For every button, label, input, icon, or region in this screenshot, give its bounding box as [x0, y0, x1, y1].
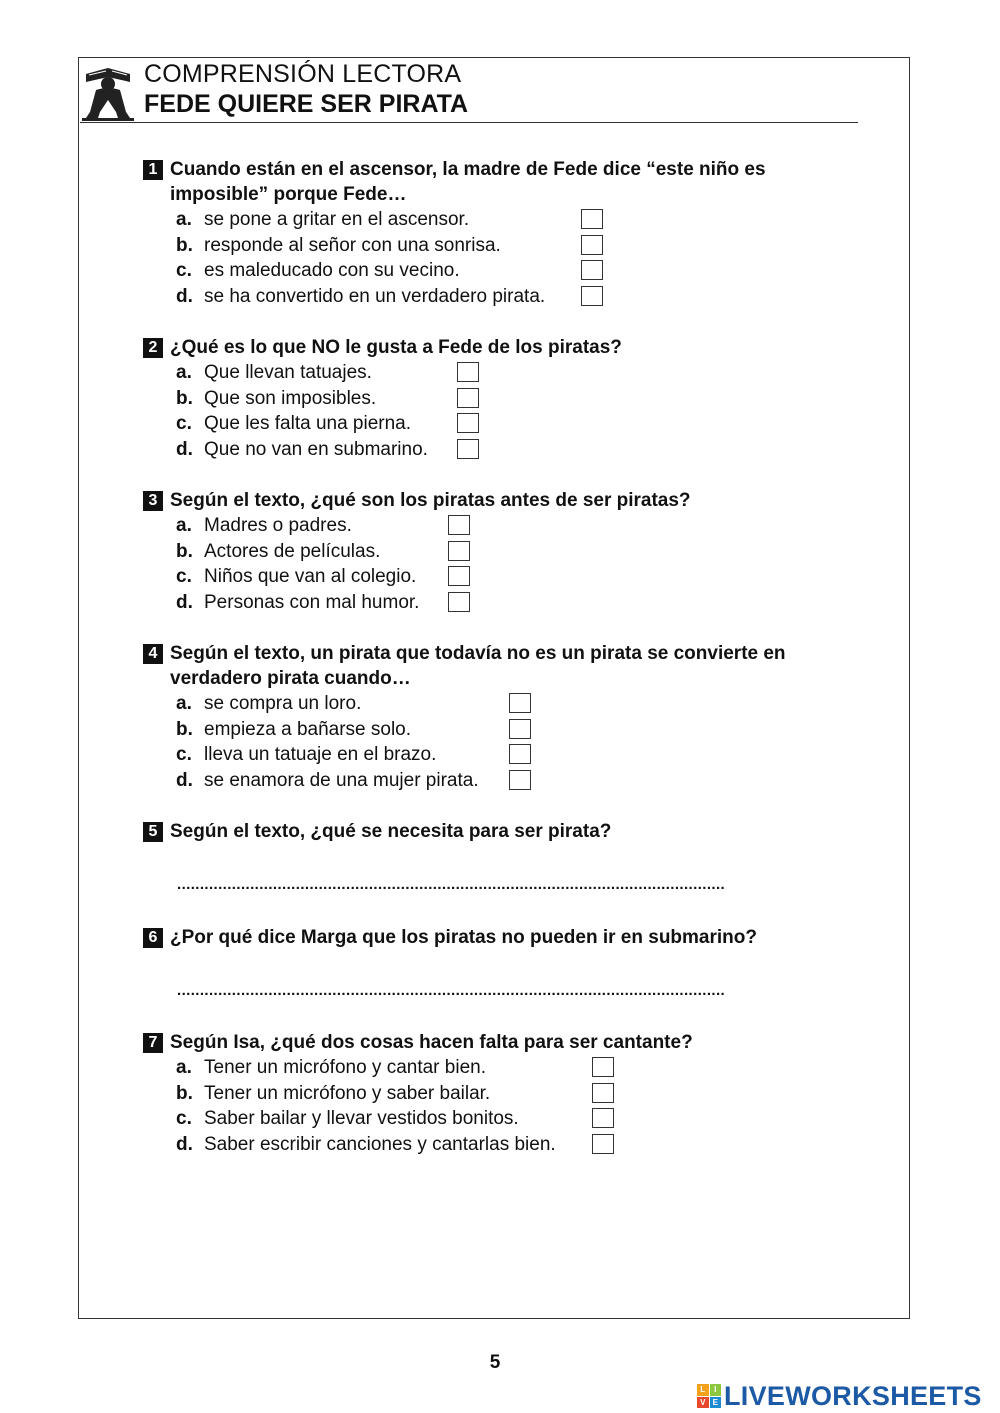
option-a: [143, 1055, 843, 1081]
option-a: [143, 360, 843, 386]
option-text: Personas con mal humor.: [204, 591, 420, 613]
answer-checkbox[interactable]: [457, 362, 479, 382]
question-text: ¿Qué es lo que NO le gusta a Fede de los piratas?: [170, 337, 622, 358]
option-letter: a.: [176, 693, 192, 714]
option-text: Saber bailar y llevar vestidos bonitos.: [204, 1108, 519, 1129]
liveworksheets-wordmark: LIVEWORKSHEETS: [724, 1380, 982, 1411]
answer-checkbox[interactable]: [592, 1134, 614, 1154]
option-letter: b.: [176, 234, 193, 256]
option-a: [143, 207, 843, 233]
option-text: Madres o padres.: [204, 515, 352, 536]
mark-letter-i: I: [710, 1384, 722, 1396]
question-text: Según el texto, un pirata que todavía no es un pirata se convierte en verdadero pirata cuando…: [170, 643, 786, 689]
question-6: [143, 925, 843, 950]
question-number: 7: [143, 1033, 163, 1053]
worksheet-title: FEDE QUIERE SER PIRATA: [144, 90, 469, 118]
option-letter: b.: [176, 540, 193, 562]
option-letter: d.: [176, 1133, 193, 1155]
option-d: [143, 437, 843, 463]
answer-checkbox[interactable]: [581, 235, 603, 255]
option-c: [143, 742, 843, 768]
question-number: 3: [143, 491, 163, 511]
option-text: se compra un loro.: [204, 693, 362, 714]
option-text: empieza a bañarse solo.: [204, 718, 412, 740]
page-number: 5: [489, 1352, 501, 1373]
option-text: Niños que van al colegio.: [204, 566, 417, 587]
answer-checkbox[interactable]: [509, 744, 531, 764]
worksheet-subtitle: COMPRENSIÓN LECTORA: [144, 60, 462, 88]
liveworksheets-logo[interactable]: [697, 1379, 982, 1413]
option-b: [143, 233, 843, 259]
answer-checkbox[interactable]: [509, 693, 531, 713]
answer-checkbox[interactable]: [592, 1108, 614, 1128]
question-3: [143, 488, 843, 615]
option-letter: b.: [176, 387, 193, 409]
option-text: Tener un micrófono y saber bailar.: [204, 1082, 491, 1104]
answer-checkbox[interactable]: [457, 439, 479, 459]
question-7: [143, 1030, 843, 1157]
reading-child-logo-icon: [80, 60, 136, 124]
option-b: [143, 539, 843, 565]
question-text: ¿Por qué dice Marga que los piratas no pueden ir en submarino?: [170, 927, 757, 948]
question-number: 5: [143, 822, 163, 842]
option-letter: d.: [176, 438, 193, 460]
option-text: se pone a gritar en el ascensor.: [204, 209, 470, 230]
option-text: se enamora de una mujer pirata.: [204, 769, 479, 791]
answer-line-6[interactable]: ........................................................................................................................: [177, 982, 726, 999]
option-d: [143, 768, 843, 794]
option-letter: a.: [176, 362, 192, 383]
mark-letter-e: E: [710, 1397, 722, 1409]
question-number: 4: [143, 644, 163, 664]
question-number: 2: [143, 338, 163, 358]
answer-checkbox[interactable]: [448, 541, 470, 561]
option-text: Que llevan tatuajes.: [204, 362, 372, 383]
option-letter: c.: [176, 1108, 192, 1129]
question-text: Según el texto, ¿qué se necesita para ser pirata?: [170, 821, 612, 842]
option-letter: a.: [176, 209, 192, 230]
option-letter: b.: [176, 718, 193, 740]
answer-checkbox[interactable]: [509, 719, 531, 739]
option-text: Que les falta una pierna.: [204, 413, 412, 434]
question-number: 6: [143, 928, 163, 948]
answer-checkbox[interactable]: [581, 209, 603, 229]
mark-letter-v: V: [697, 1397, 709, 1409]
question-2: [143, 335, 843, 462]
answer-checkbox[interactable]: [448, 515, 470, 535]
answer-checkbox[interactable]: [448, 566, 470, 586]
option-letter: c.: [176, 744, 192, 765]
option-b: [143, 386, 843, 412]
option-c: [143, 1106, 843, 1132]
mark-letter-l: L: [697, 1384, 709, 1396]
question-5: [143, 819, 843, 844]
answer-checkbox[interactable]: [457, 388, 479, 408]
answer-checkbox[interactable]: [581, 286, 603, 306]
option-c: [143, 411, 843, 437]
liveworksheets-mark-icon: [697, 1384, 721, 1408]
option-letter: a.: [176, 515, 192, 536]
option-text: Tener un micrófono y cantar bien.: [204, 1057, 486, 1078]
answer-checkbox[interactable]: [581, 260, 603, 280]
option-text: Saber escribir canciones y cantarlas bien.: [204, 1133, 556, 1155]
answer-checkbox[interactable]: [592, 1083, 614, 1103]
option-letter: c.: [176, 566, 192, 587]
option-b: [143, 717, 843, 743]
option-a: [143, 691, 843, 717]
answer-checkbox[interactable]: [457, 413, 479, 433]
answer-checkbox[interactable]: [592, 1057, 614, 1077]
answer-checkbox[interactable]: [509, 770, 531, 790]
question-text: Según Isa, ¿qué dos cosas hacen falta para ser cantante?: [170, 1032, 693, 1053]
option-letter: c.: [176, 413, 192, 434]
option-letter: d.: [176, 769, 193, 791]
question-1: [143, 157, 843, 309]
answer-checkbox[interactable]: [448, 592, 470, 612]
option-letter: d.: [176, 591, 193, 613]
option-d: [143, 590, 843, 616]
option-text: responde al señor con una sonrisa.: [204, 234, 501, 256]
question-text: Según el texto, ¿qué son los piratas antes de ser piratas?: [170, 490, 691, 511]
option-letter: d.: [176, 285, 193, 307]
option-b: [143, 1081, 843, 1107]
question-number: 1: [143, 160, 163, 180]
option-c: [143, 258, 843, 284]
answer-line-5[interactable]: ........................................................................................................................: [177, 876, 726, 893]
option-a: [143, 513, 843, 539]
question-4: [143, 641, 843, 793]
option-letter: c.: [176, 260, 192, 281]
option-text: se ha convertido en un verdadero pirata.: [204, 285, 546, 307]
option-c: [143, 564, 843, 590]
option-text: Que son imposibles.: [204, 387, 377, 409]
header-divider: [80, 122, 858, 123]
option-text: Que no van en submarino.: [204, 438, 428, 460]
question-text: Cuando están en el ascensor, la madre de Fede dice “este niño es imposible” porque Fede…: [170, 159, 766, 205]
option-letter: a.: [176, 1057, 192, 1078]
option-letter: b.: [176, 1082, 193, 1104]
option-d: [143, 1132, 843, 1158]
option-text: Actores de películas.: [204, 540, 381, 562]
option-d: [143, 284, 843, 310]
option-text: es maleducado con su vecino.: [204, 260, 460, 281]
option-text: lleva un tatuaje en el brazo.: [204, 744, 437, 765]
